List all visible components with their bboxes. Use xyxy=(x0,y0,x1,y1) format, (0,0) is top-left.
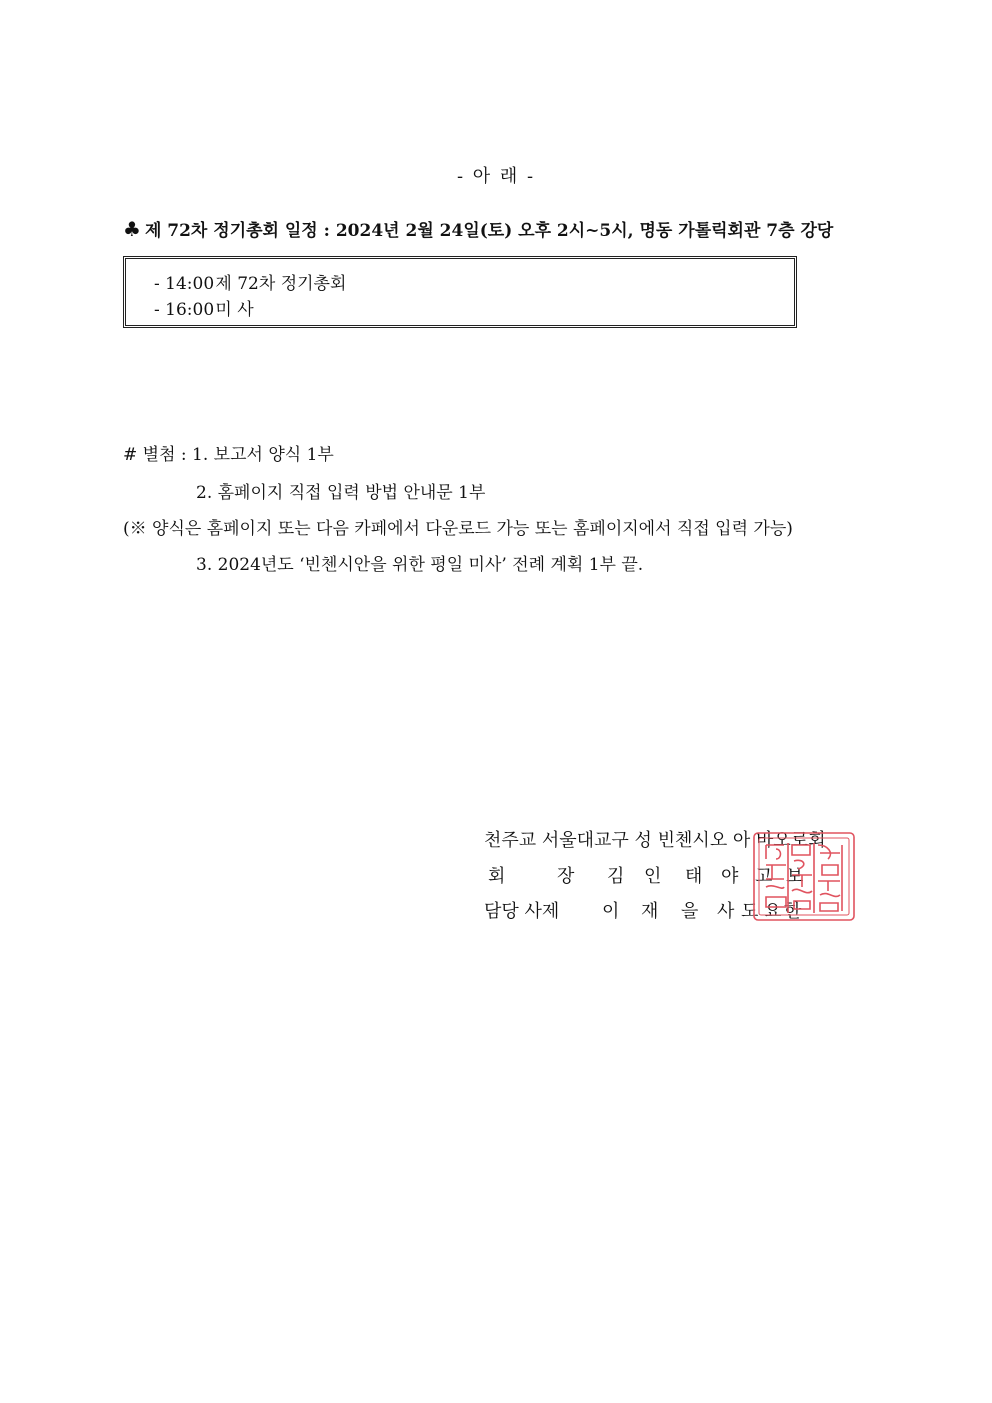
organization-name: 천주교 서울대교구 성 빈첸시오 아 바오로회 xyxy=(484,830,826,851)
priest-name-char: 사 xyxy=(717,901,735,922)
priest-title: 담당 사제 xyxy=(484,901,560,922)
attachment-line-2: 2. 홈페이지 직접 입력 방법 안내문 1부 xyxy=(196,483,486,503)
program-row xyxy=(154,269,346,294)
program-row xyxy=(154,295,254,320)
priest-name-char: 을 xyxy=(681,901,699,922)
schedule-line xyxy=(123,216,833,241)
program-time: - 16:00 xyxy=(154,300,215,320)
official-seal xyxy=(752,831,856,922)
president-title-char: 장 xyxy=(557,866,575,887)
president-name-char: 야 xyxy=(721,866,739,887)
program-time: - 14:00 xyxy=(154,274,215,294)
priest-name-char: 요 xyxy=(764,901,782,922)
club-icon: ♣ xyxy=(123,217,141,241)
program-box xyxy=(123,256,797,328)
priest-name-char: 도 xyxy=(741,901,759,922)
president-title-char: 회 xyxy=(488,866,506,887)
document-heading: - 아 래 - xyxy=(456,166,536,187)
attachment-line-3: 3. 2024년도 ‘빈첸시안을 위한 평일 미사’ 전례 계획 1부 끝. xyxy=(196,555,644,575)
president-name-char: 보 xyxy=(786,866,804,887)
schedule-text: 제 72차 정기총회 일정 : 2024년 2월 24일(토) 오후 2시~5시, 명동 가톨릭회관 7층 강당 xyxy=(144,221,834,241)
attachment-note: (※ 양식은 홈페이지 또는 다음 카페에서 다운로드 가능 또는 홈페이지에서 직접 입력 가능) xyxy=(123,519,793,539)
priest-name-char: 재 xyxy=(641,901,659,922)
attachment-line-1: # 별첨 : 1. 보고서 양식 1부 xyxy=(123,445,334,465)
president-name-char: 인 xyxy=(644,866,662,887)
priest-name-char: 이 xyxy=(602,901,620,922)
president-name-char: 김 xyxy=(607,866,625,887)
priest-name-char: 한 xyxy=(784,901,802,922)
president-name-char: 고 xyxy=(755,866,773,887)
program-label: 제 72차 정기총회 xyxy=(215,274,347,294)
president-name-char: 태 xyxy=(685,866,703,887)
program-label: 미 사 xyxy=(215,300,254,320)
